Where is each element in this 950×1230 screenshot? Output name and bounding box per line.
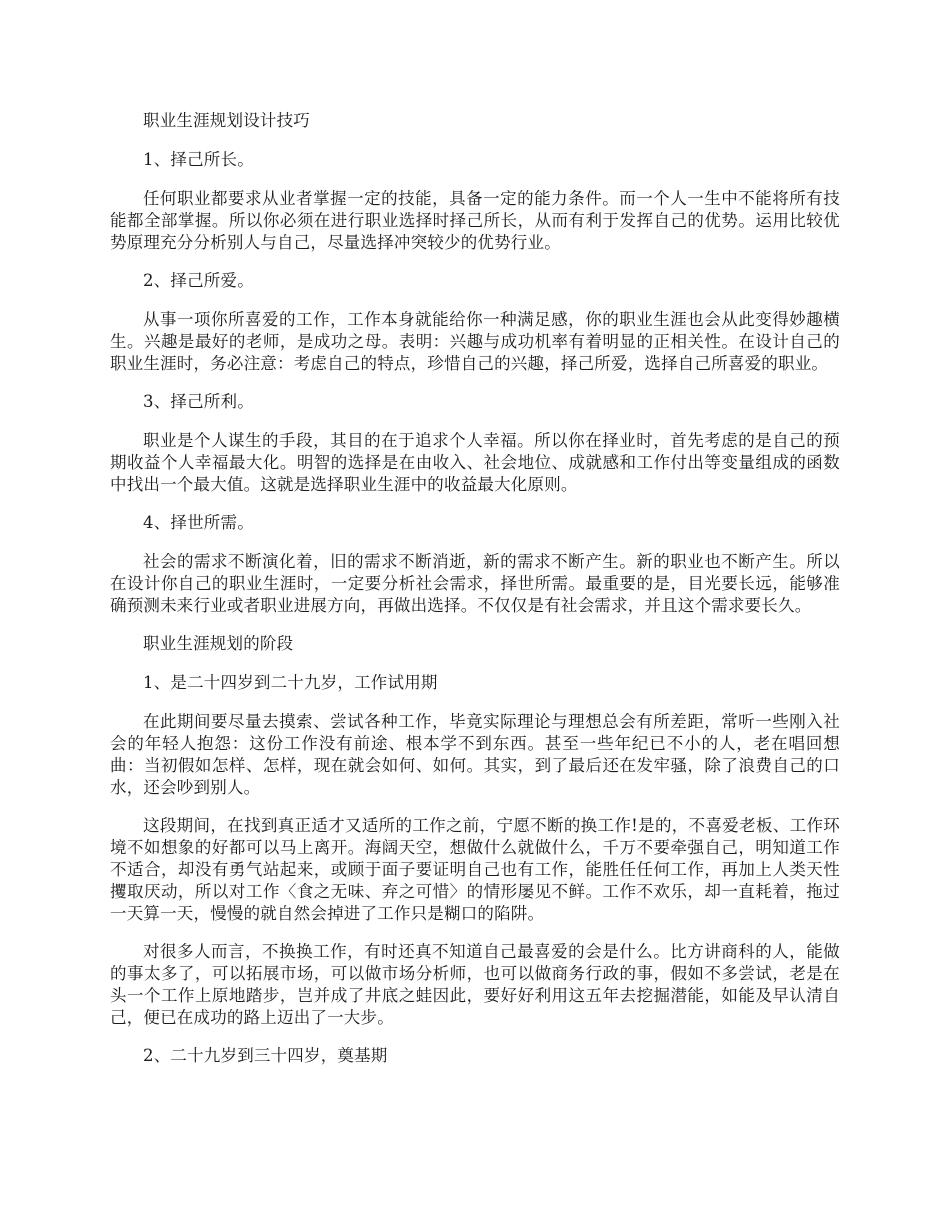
stage-heading-1: 1、是二十四岁到二十九岁，工作试用期: [143, 673, 438, 692]
tip-body-4: 社会的需求不断演化着，旧的需求不断消逝，新的需求不断产生。新的职业也不断产生。所以在设计你自己的职业生涯时，一定要分析社会需求，择世所需。最重要的是，目光要长远，能够准确预测未来行业或者职业进展方向，再做出选择。不仅仅是有社会需求，并且这个需求要长久。: [110, 552, 840, 615]
tip-heading-2: 2、择己所爱。: [143, 271, 254, 290]
stage-body-1c: 对很多人而言，不换换工作，有时还真不知道自己最喜爱的会是什么。比方讲商科的人，能做的事太多了，可以拓展市场，可以做市场分析师，也可以做商务行政的事，假如不多尝试，老是在头一个工作上原地踏步，岂并成了井底之蛙因此，要好好利用这五年去挖掘潜能，如能及早认清自己，便已在成功的路上迈出了一大步。: [110, 942, 840, 1027]
section-title-stages: 职业生涯规划的阶段: [143, 634, 294, 653]
tip-body-2: 从事一项你所喜爱的工作，工作本身就能给你一种满足感，你的职业生涯也会从此变得妙趣横生。兴趣是最好的老师，是成功之母。表明：兴趣与成功机率有着明显的正相关性。在设计自己的职业生涯时，务必注意：考虑自己的特点，珍惜自己的兴趣，择己所爱，选择自己所喜爱的职业。: [110, 310, 840, 373]
section-title: 职业生涯规划设计技巧: [143, 111, 310, 130]
stage-body-1a: 在此期间要尽量去摸索、尝试各种工作，毕竟实际理论与理想总会有所差距，常听一些刚入社会的年轻人抱怨：这份工作没有前途、根本学不到东西。甚至一些年纪已不小的人，老在唱回想曲：当初假如怎样、怎样，现在就会如何、如何。其实，到了最后还在发牢骚，除了浪费自己的口水，还会吵到别人。: [110, 712, 840, 797]
stage-heading-2: 2、二十九岁到三十四岁，奠基期: [143, 1046, 388, 1065]
tip-body-3: 职业是个人谋生的手段，其目的在于追求个人幸福。所以你在择业时，首先考虑的是自己的预期收益个人幸福最大化。明智的选择是在由收入、社会地位、成就感和工作付出等变量组成的函数中找出一个最大值。这就是选择职业生涯中的收益最大化原则。: [110, 431, 840, 494]
tip-heading-3: 3、择己所利。: [143, 392, 254, 411]
stage-body-1b: 这段期间，在找到真正适才又适所的工作之前，宁愿不断的换工作!是的，不喜爱老板、工作环境不如想象的好都可以马上离开。海阔天空，想做什么就做什么，千万不要牵强自己，明知道工作不适合，却没有勇气站起来，或顾于面子要证明自己也有工作，能胜任任何工作，再加上人类天性攫取厌动，所以对工作〈食之无味、弃之可惜〉的情形屡见不鲜。工作不欢乐，却一直耗着，拖过一天算一天，慢慢的就自然会掉进了工作只是糊口的陷阱。: [110, 816, 840, 923]
tip-body-1: 任何职业都要求从业者掌握一定的技能，具备一定的能力条件。而一个人一生中不能将所有技能都全部掌握。所以你必须在进行职业选择时择己所长，从而有利于发挥自己的优势。运用比较优势原理充分分析别人与自己，尽量选择冲突较少的优势行业。: [110, 189, 840, 252]
tip-heading-1: 1、择己所长。: [143, 150, 254, 169]
tip-heading-4: 4、择世所需。: [143, 513, 254, 532]
